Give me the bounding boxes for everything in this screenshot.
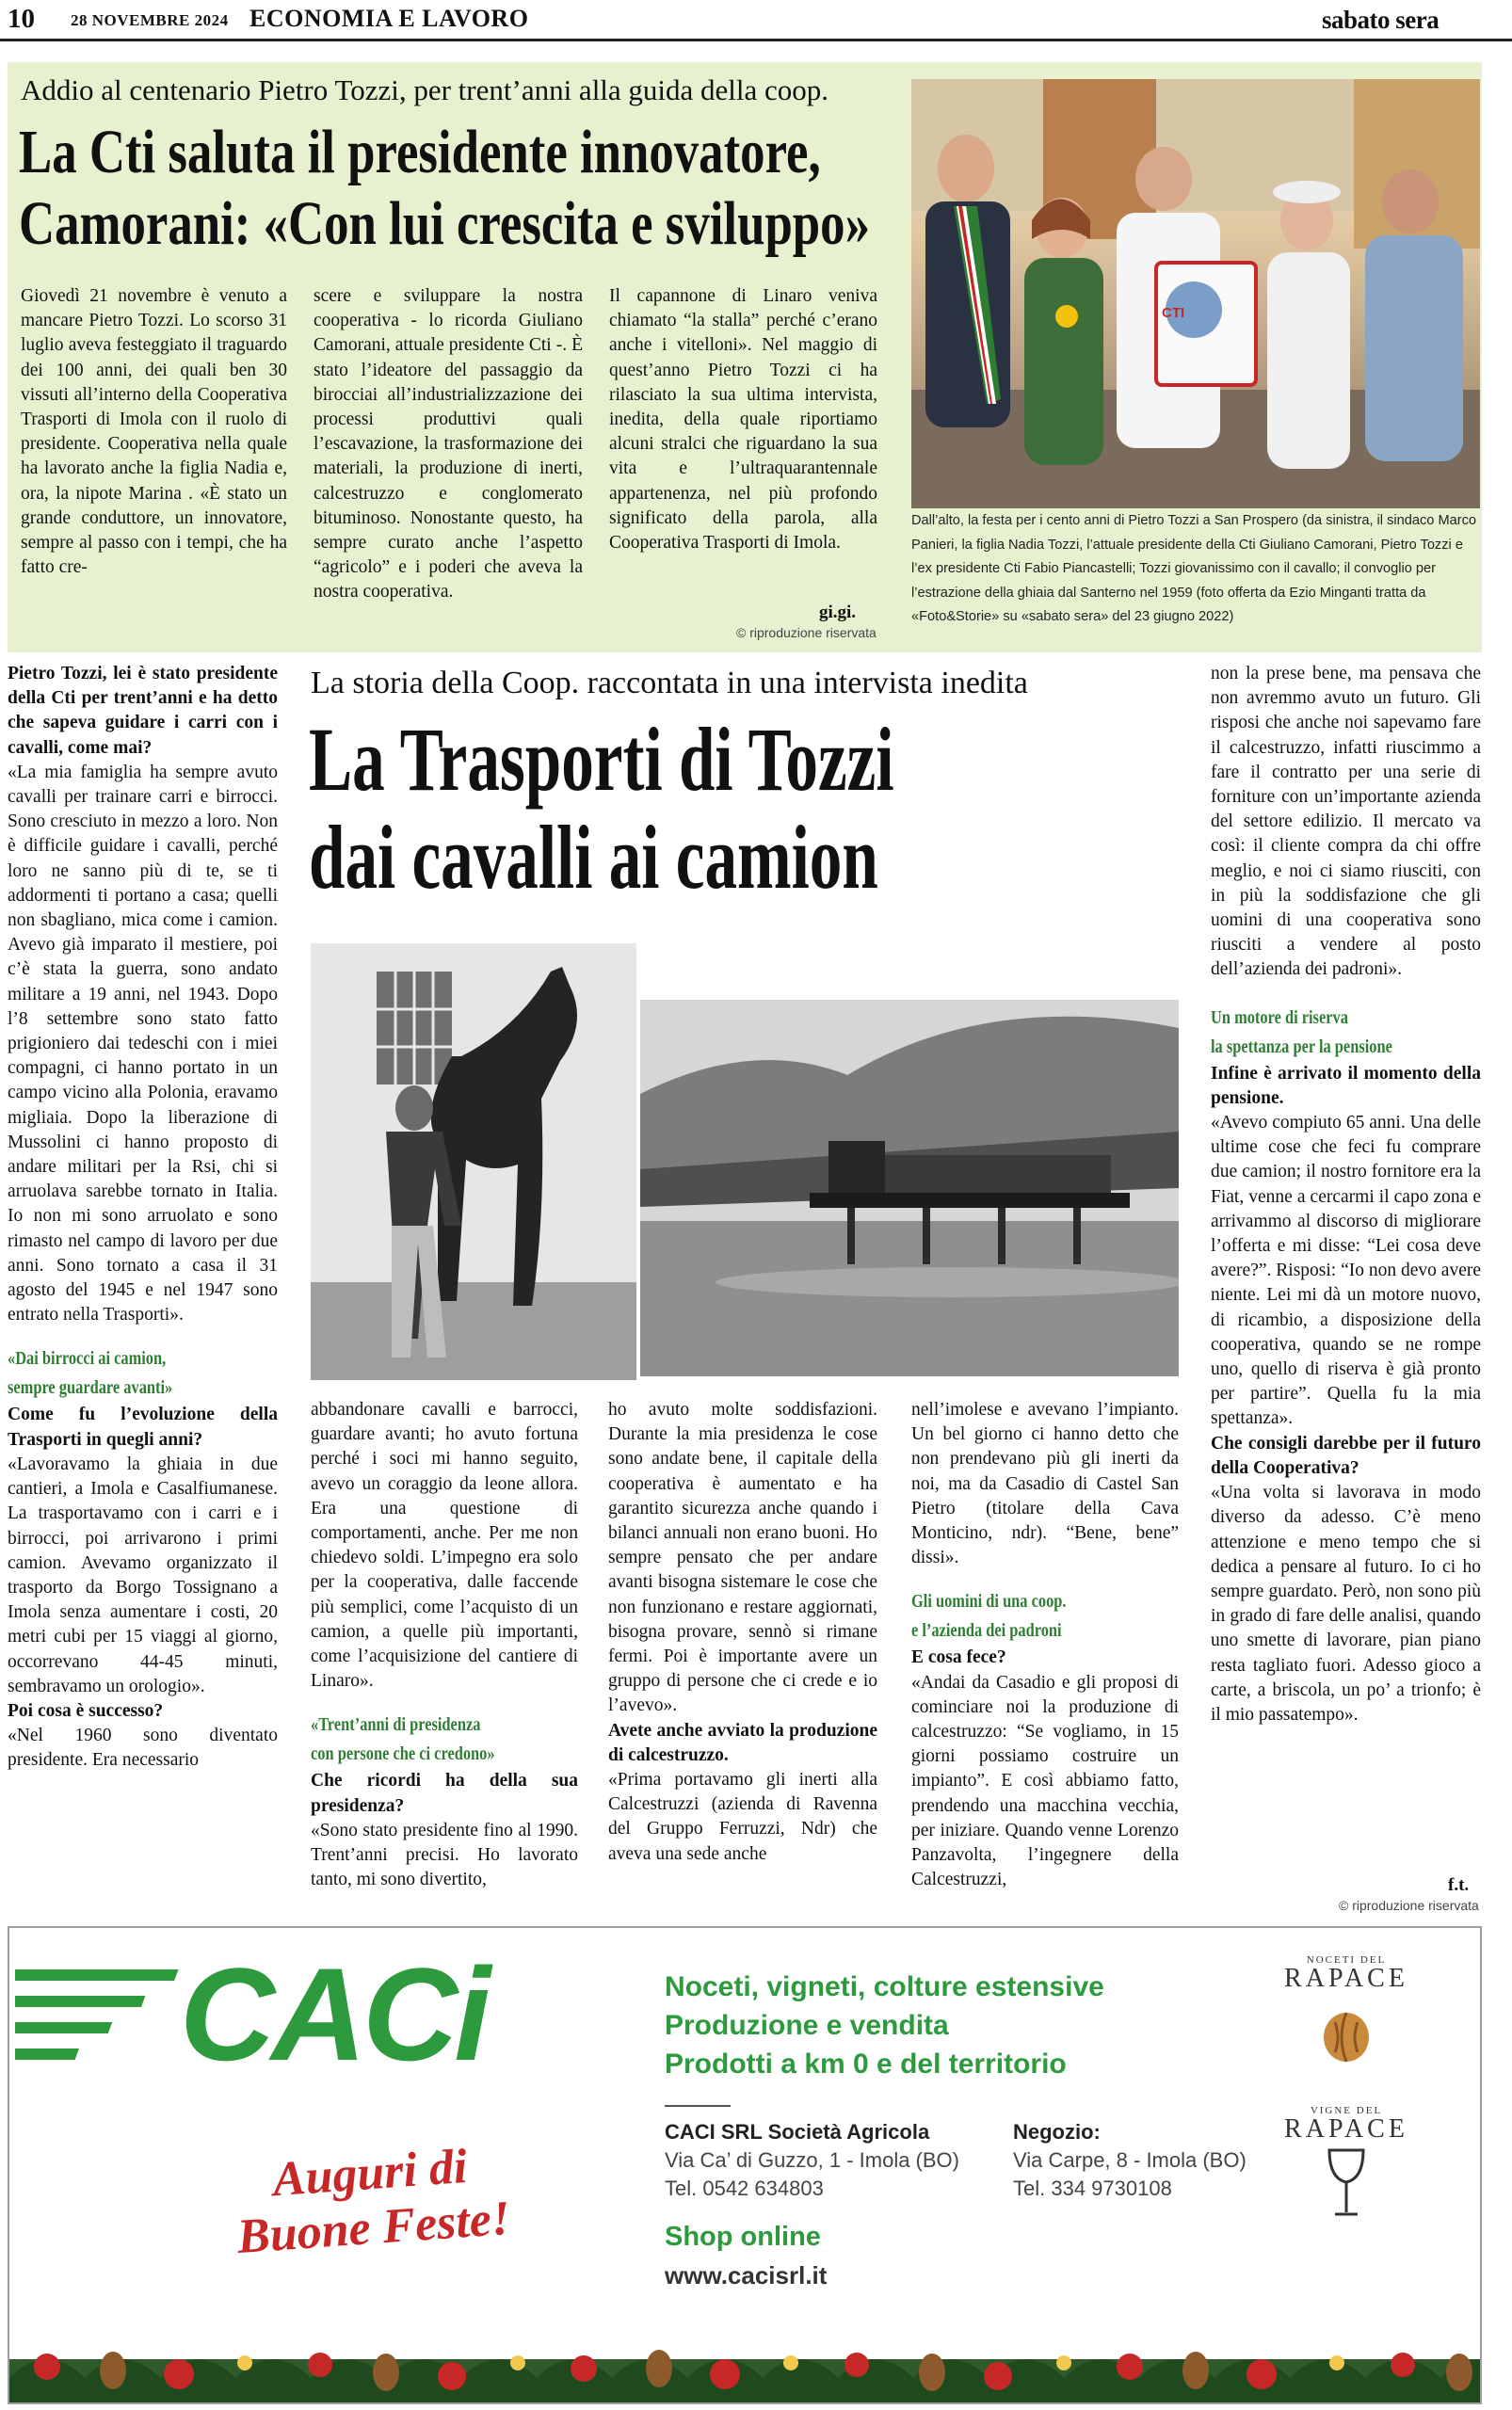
answer-1: «La mia famiglia ha sempre avuto cavalli per trainare carri e birrocci. Sono cresciuto in mezzo a loro. Non è difficile guidare i cavalli, perché loro ne sanno più di te, se ti addormenti ti portano a casa; quelli non sbagliano, mica come i camion. Avevo già imparato il mestiere, poi c’è stata la guerra, sono andato militare a 19 anni, nel 1943. Dopo l’8 settembre sono stato fatto prigioniero dai tedeschi con i miei compagni, ci hanno portato in un campo vicino alla Polonia, eravamo migliaia. Dopo la liberazione di Mussolini ci hanno proposto di andare militari per la Rsi, chi si arruolava sarebbe tornato in Italia. Io non mi sono arruolato e sono rimasto nel campo di lavoro per due anni. Sono tornato a casa il 31 agosto del 1945 e nel 1947 sono entrato nella Trasporti». [8, 762, 278, 1326]
caci-brand: CACi [180, 1940, 488, 2088]
page-header [0, 0, 1512, 41]
article2-column3 [608, 1398, 877, 1920]
company-address: Via Ca’ di Guzzo, 1 - Imola (BO) [665, 2148, 959, 2172]
subhead-1 [8, 1344, 229, 1403]
article1-kicker: Addio al centenario Pietro Tozzi, per trent’anni alla guida della coop. [21, 73, 829, 106]
vigne-del-rapace-logo [1262, 2105, 1431, 2246]
article1-headline [19, 117, 913, 267]
company-phone: Tel. 0542 634803 [665, 2177, 824, 2200]
right-answer-2: «Una volta si lavorava in modo diverso da adesso. C’è meno attenzione e meno tempo che si dedica a pensare al futuro. Io ci ho sempre guardato. Però, non sono più in grado di fare delle analisi, quando uno smette di lavorare, pian piano resta tagliato fuori. Adesso gioco a carte, a briscola, un po’ a trionfo; è il mio passatempo». [1211, 1483, 1481, 1725]
logo1-main: RAPACE [1284, 1964, 1408, 1993]
photo-caption: Dall’alto, la festa per i cento anni di Pietro Tozzi a San Prospero (da sinistra, il sindaco Marco Panieri, la figlia Nadia Tozzi, l’attuale presidente della Cti Giuliano Camorani, Pietro Tozzi e l’ex presidente Cti Fabio Piancastelli; Tozzi giovanissimo con il cavallo; il convoglio per l’estrazione della ghiaia dal Santerno nel 1959 (foto offerta da Ezio Minganti tratta da «Foto&Storie» su «sabato sera» del 23 giugno 2022) [911, 513, 1476, 624]
tagline-3: Prodotti a km 0 e del territorio [665, 2048, 1067, 2080]
col4-body: nell’imolese e avevano l’impianto. Un bel giorno ci hanno detto che non prendevano più gli inerti da noi, ma da Casadio di Castel San Pietro (titolare della Cava Monticino, ndr). “Bene, bene” dissi». [911, 1400, 1179, 1568]
page-number: 10 [8, 4, 35, 34]
subhead-3 [911, 1587, 1131, 1646]
right-question-2: Che consigli darebbe per il futuro della Cooperativa? [1211, 1433, 1481, 1478]
horse-photo [311, 943, 636, 1380]
ad-divider [665, 2105, 731, 2107]
subhead-2-line2: con persone che ci credono» [311, 1743, 495, 1765]
shop-phone: Tel. 334 9730108 [1013, 2177, 1172, 2200]
col2-answer: «Sono stato presidente fino al 1990. Trent’anni precisi. Ho lavorato tanto, mi sono divertito, [311, 1820, 578, 1890]
issue-date: 28 NOVEMBRE 2024 [71, 11, 229, 29]
article1-signature: gi.gi. [819, 602, 857, 622]
greeting-line2: Buone Feste! [235, 2191, 512, 2264]
article2-title-line1: La Trasporti di Tozzi [309, 711, 894, 810]
article1-title-line2: Camorani: «Con lui crescita e sviluppo» [19, 189, 870, 258]
shop-address: Via Carpe, 8 - Imola (BO) [1013, 2148, 1247, 2172]
subhead-4-line2: la spettanza per la pensione [1211, 1036, 1392, 1057]
col4-answer: «Andai da Casadio e gli proposi di cominciare noi la produzione di calcestruzzo: “Se vogliamo, in 15 giorni possiamo costruire un impianto”. E così abbiamo fatto, prendendo una macchina vecchia, per iniziare. Quando venne Lorenzo Panzavolta, l’ingegnere della Calcestruzzi, [911, 1672, 1179, 1890]
subhead-1-line1: «Dai birrocci ai camion, [8, 1348, 167, 1370]
logo2-top: VIGNE DEL [1310, 2105, 1383, 2116]
article2-column2 [311, 1398, 578, 1920]
answer-2: «Lavoravamo la ghiaia in due cantieri, a Imola e Casalfiumanese. La trasportavamo con i carri e i birrocci, poi arrivarono i primi camion. Avevamo organizzato il trasporto da Borgo Tossignano a Imola senza aumentare i costi, 20 metri cubi per 15 viaggi al giorno, occorrevano 44-45 minuti, sembravamo un orologio». [8, 1454, 278, 1696]
article2-signature: f.t. [1448, 1875, 1470, 1895]
col3-answer: «Prima portavamo gli inerti alla Calcestruzzi (azienda di Ravenna del Gruppo Ferruzzi, Ndr) che aveva una sede anche [608, 1770, 877, 1864]
article1-col1: Giovedì 21 novembre è venuto a mancare Pietro Tozzi. Lo scorso 31 luglio aveva festeggiato il traguardo dei 100 anni, dei quali ben 30 vissuti all’interno della Cooperativa Trasporti di Imola con il ruolo di presidente. Cooperativa nella quale ha lavorato anche la figlia Nadia e, ora, la nipote Marina . «È stato un grande conduttore, un innovatore, sempre al passo con i tempi, che ha fatto cre- [21, 286, 287, 578]
company-name: CACI SRL Società Agricola [665, 2120, 930, 2144]
wine-glass-icon [1318, 2146, 1375, 2222]
right-answer-1: «Avevo compiuto 65 anni. Una delle ultime cose che feci fu comprare due camion; il nostro fornitore era la Fiat, venne a cercarmi il capo zona e arrivammo al discorso di migliorare l’offerta e mi disse: “Lei cosa deve avere?”. Risposi: “Io non devo avere niente. Lei mi dà un motore nuovo, di ricambio, a disposizione della cooperativa, quando se ne rompe uno, quello di riserva è già pronto per partire”. Quella fu la mia spettanza». [1211, 1113, 1481, 1429]
col2-body: abbandonare cavalli e barrocci, guardare avanti; ho avuto fortuna perché i soci mi hanno seguito, avevo un coraggio da leone allora. Era una questione di comportamenti, anche. Per me non chiedevo soldi. L’impegno era solo per la cooperativa, dalle faccende più semplici, come l’acquisto di un camion, a quelle più importanti, come l’acquisizione del cantiere di Linaro». [311, 1400, 578, 1692]
subhead-2 [311, 1711, 530, 1769]
article1-rights: © riproduzione riservata [736, 625, 877, 640]
question-1: Pietro Tozzi, lei è stato presidente della Cti per trent’anni e ha detto che sapeva guidare i carri con i cavalli, come mai? [8, 664, 278, 758]
subhead-3-line2: e l’azienda dei padroni [911, 1620, 1062, 1642]
noceti-del-rapace-logo [1262, 1954, 1431, 2096]
col3-question: Avete anche avviato la produzione di calcestruzzo. [608, 1720, 877, 1765]
section-title: ECONOMIA E LAVORO [249, 5, 529, 32]
ad-taglines [665, 1968, 1104, 2083]
article2-title-line2: dai cavalli ai camion [309, 807, 878, 908]
masthead: sabato sera [1322, 6, 1440, 34]
company-info [665, 2118, 959, 2203]
holiday-greeting [208, 2135, 535, 2266]
tagline-2: Produzione e vendita [665, 2010, 949, 2041]
article2-headline [309, 711, 1166, 927]
right-body: non la prese bene, ma pensava che non avremmo avuto un futuro. Gli risposi che anche noi sapevamo fare il calcestruzzo, infatti riuscimmo a fare il contratto per una serie di forniture con un’importante azienda del settore edilizio. Il mercato va così: il cliente compra da chi offre meglio, e noi ci siamo riusciti, con in più la soddisfazione che gli uomini di una cooperativa sono riusciti a vendere al posto dell’azienda dei padroni». [1211, 664, 1481, 980]
walnut-icon [1318, 2000, 1375, 2065]
subhead-2-line1: «Trent’anni di presidenza [311, 1714, 481, 1736]
caci-logo [15, 1940, 589, 2088]
logo2-main: RAPACE [1284, 2114, 1408, 2144]
col4-question: E cosa fece? [911, 1647, 1006, 1668]
shop-online-label: Shop online [665, 2222, 821, 2252]
article2-rights: © riproduzione riservata [1339, 1898, 1479, 1913]
article2-column4 [911, 1398, 1179, 1920]
tagline-1: Noceti, vigneti, colture estensive [665, 1971, 1104, 2002]
logo1-top: NOCETI DEL [1306, 1954, 1387, 1966]
garland-decoration-icon [9, 2322, 1480, 2402]
question-3: Poi cosa è successo? [8, 1700, 164, 1721]
greeting-line1: Auguri di [270, 2139, 470, 2208]
col2-question: Che ricordi ha della sua presidenza? [311, 1771, 578, 1816]
article1-title-line1: La Cti saluta il presidente innovatore, [19, 118, 821, 186]
convoy-photo [640, 1000, 1179, 1376]
subhead-3-line1: Gli uomini di una coop. [911, 1591, 1067, 1613]
answer-3: «Nel 1960 sono diventato presidente. Era necessario [8, 1726, 278, 1771]
subhead-4 [1211, 1004, 1432, 1062]
poster-cti-logo: CTI [1162, 305, 1185, 321]
christmas-garland [9, 2322, 1480, 2402]
shop-info [1013, 2118, 1247, 2203]
right-question-1: Infine è arrivato il momento della pensione. [1211, 1063, 1481, 1108]
article1-col2: scere e sviluppare la nostra cooperativa - lo ricorda Giuliano Camorani, attuale presidente Cti -. È stato l’ideatore del passaggio da birocciai all’industrializzazione dei processi produttivi quali l’escavazione, la trasformazione dei materiali, la produzione di inerti, calcestruzzo e conglomerato bituminoso. Nonostante questo, ha sempre curato anche l’aspetto “agricolo” e i poderi che aveva la nostra cooperativa. [314, 286, 583, 602]
subhead-1-line2: sempre guardare avanti» [8, 1377, 173, 1399]
article1-col3: Il capannone di Linaro veniva chiamato “la stalla” perché c’erano anche i vitelloni». Nel maggio di quest’anno Pietro Tozzi ci ha rilasciato la sua ultima intervista, inedita, della quale riportiamo alcuni stralci che riguardano la sua vita e l’ultraquarantennale appartenenza, nel più profondo significato della parola, alla Cooperativa Trasporti di Imola. [609, 286, 877, 554]
subhead-4-line1: Un motore di riserva [1211, 1006, 1348, 1028]
article2-kicker: La storia della Coop. raccontata in una intervista inedita [311, 666, 1028, 700]
convoy-photo-art [640, 1000, 1179, 1376]
horse-photo-art [311, 943, 636, 1380]
shop-label: Negozio: [1013, 2120, 1101, 2144]
col3-body: ho avuto molte soddisfazioni. Durante la mia presidenza le cose sono andate bene, il capitale della cooperativa è aumentato e ha garantito sicurezza anche quando i bilanci annuali non erano buoni. Ho sempre pensato che per andare avanti bisogna sistemare le cose che non funzionano e restare aggiornati, bisogna provare, sennò si rimane fermi. Poi è importante avere un gruppo di persone che ci crede e io l’avevo». [608, 1400, 877, 1716]
website-link[interactable]: www.cacisrl.it [665, 2261, 828, 2290]
article2-left-column [8, 662, 278, 1920]
group-photo [911, 79, 1480, 508]
group-photo-art [911, 79, 1480, 508]
question-2: Come fu l’evoluzione della Trasporti in quegli anni? [8, 1405, 278, 1450]
article2-right-column [1211, 662, 1481, 1876]
